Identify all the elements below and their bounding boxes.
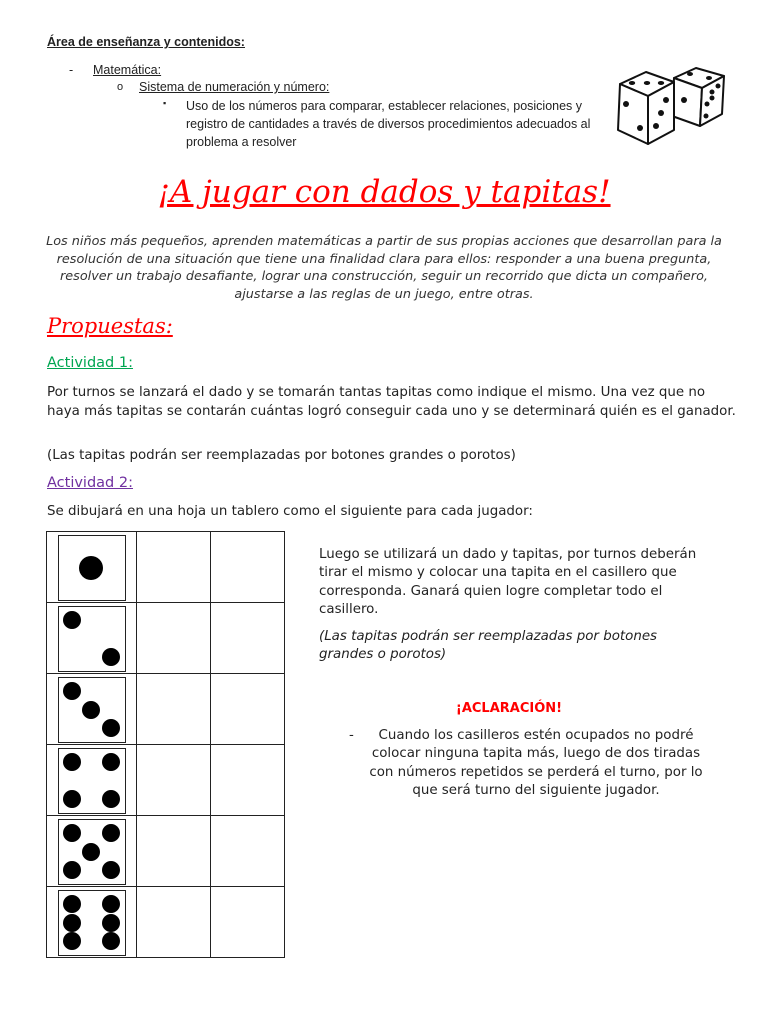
subject-label: Matemática: <box>93 63 162 77</box>
die-face-icon <box>58 890 126 956</box>
die-pip <box>102 753 120 771</box>
die-pip <box>102 648 120 666</box>
die-pip <box>102 824 120 842</box>
die-pip <box>102 914 120 932</box>
board-row <box>47 816 285 887</box>
die-pip <box>63 824 81 842</box>
board-empty-cell <box>211 532 285 603</box>
board-row <box>47 603 285 674</box>
die-cell <box>47 816 137 887</box>
die-pip <box>82 701 100 719</box>
activity2-heading: Actividad 2: <box>47 475 133 491</box>
board-row <box>47 532 285 603</box>
die-pip <box>63 682 81 700</box>
page-title: ¡A jugar con dados y tapitas! <box>157 174 611 210</box>
dice-icon <box>612 62 732 154</box>
die-pip <box>102 895 120 913</box>
list-marker-circle: o <box>117 81 124 93</box>
die-pip <box>63 790 81 808</box>
die-face-icon <box>58 677 126 743</box>
die-cell <box>47 674 137 745</box>
die-face-icon <box>58 606 126 672</box>
board-empty-cell <box>211 745 285 816</box>
die-pip <box>63 861 81 879</box>
board-empty-cell <box>137 745 211 816</box>
intro-paragraph: Los niños más pequeños, aprenden matemáticas a partir de sus propias acciones que desarrollan para la resolución de una situación que tiene una finalidad clara para ellos: responder a una buena pregunta, resolver un trabajo desafiante, lograr una construcción, seguir un recorrido que dicta un compañero, ajustarse a las reglas de un juego, entre otras. <box>46 234 722 302</box>
board-empty-cell <box>137 887 211 958</box>
die-pip <box>102 932 120 950</box>
board-empty-cell <box>211 816 285 887</box>
game-board <box>46 531 285 958</box>
activity1-description: Por turnos se lanzará el dado y se tomarán tantas tapitas como indique el mismo. Una vez que no haya más tapitas se contarán cuántas logró conseguir cada uno y se determinará quién es el ganador. <box>47 385 736 419</box>
activity2-note: (Las tapitas podrán ser reemplazadas por botones grandes o porotos) <box>319 629 658 663</box>
board-empty-cell <box>137 674 211 745</box>
die-pip <box>102 719 120 737</box>
board-empty-cell <box>137 816 211 887</box>
activity2-description: Se dibujará en una hoja un tablero como el siguiente para cada jugador: <box>47 504 533 519</box>
board-row <box>47 887 285 958</box>
die-pip <box>102 861 120 879</box>
die-pip <box>63 895 81 913</box>
board-row <box>47 745 285 816</box>
die-pip <box>102 790 120 808</box>
proposals-heading: Propuestas: <box>47 314 173 338</box>
list-marker-dash: - <box>349 728 354 743</box>
die-cell <box>47 532 137 603</box>
clarification-heading: ¡ACLARACIÓN! <box>455 701 563 716</box>
die-pip <box>63 611 81 629</box>
activity2-explanation: Luego se utilizará un dado y tapitas, por turnos deberán tirar el mismo y colocar una tapita en el casillero que corresponda. Ganará quien logre completar todo el casillero. <box>319 547 697 617</box>
board-empty-cell <box>211 674 285 745</box>
die-cell <box>47 745 137 816</box>
content-description: Uso de los números para comparar, establecer relaciones, posiciones y registro de cantidades a través de diversos procedimientos adecuados al problema a resolver <box>186 99 591 149</box>
die-pip <box>82 843 100 861</box>
board-empty-cell <box>137 532 211 603</box>
die-pip <box>79 556 103 580</box>
die-pip <box>63 914 81 932</box>
die-face-icon <box>58 748 126 814</box>
die-cell <box>47 603 137 674</box>
activity1-heading: Actividad 1: <box>47 355 133 371</box>
die-pip <box>63 753 81 771</box>
board-empty-cell <box>211 887 285 958</box>
board-empty-cell <box>211 603 285 674</box>
die-pip <box>63 932 81 950</box>
die-cell <box>47 887 137 958</box>
list-marker-dash: - <box>69 63 74 77</box>
board-row <box>47 674 285 745</box>
content-block-label: Sistema de numeración y número: <box>139 80 330 94</box>
die-face-icon <box>58 819 126 885</box>
list-marker-square: ▪ <box>163 98 167 108</box>
activity1-note: (Las tapitas podrán ser reemplazadas por botones grandes o porotos) <box>47 448 516 463</box>
content-area-heading: Área de enseñanza y contenidos: <box>47 35 245 49</box>
clarification-text: Cuando los casilleros estén ocupados no podré colocar ninguna tapita más, luego de dos tiradas con números repetidos se perderá el turno, por lo que será turno del siguiente jugador. <box>369 728 703 798</box>
board-empty-cell <box>137 603 211 674</box>
die-face-icon <box>58 535 126 601</box>
